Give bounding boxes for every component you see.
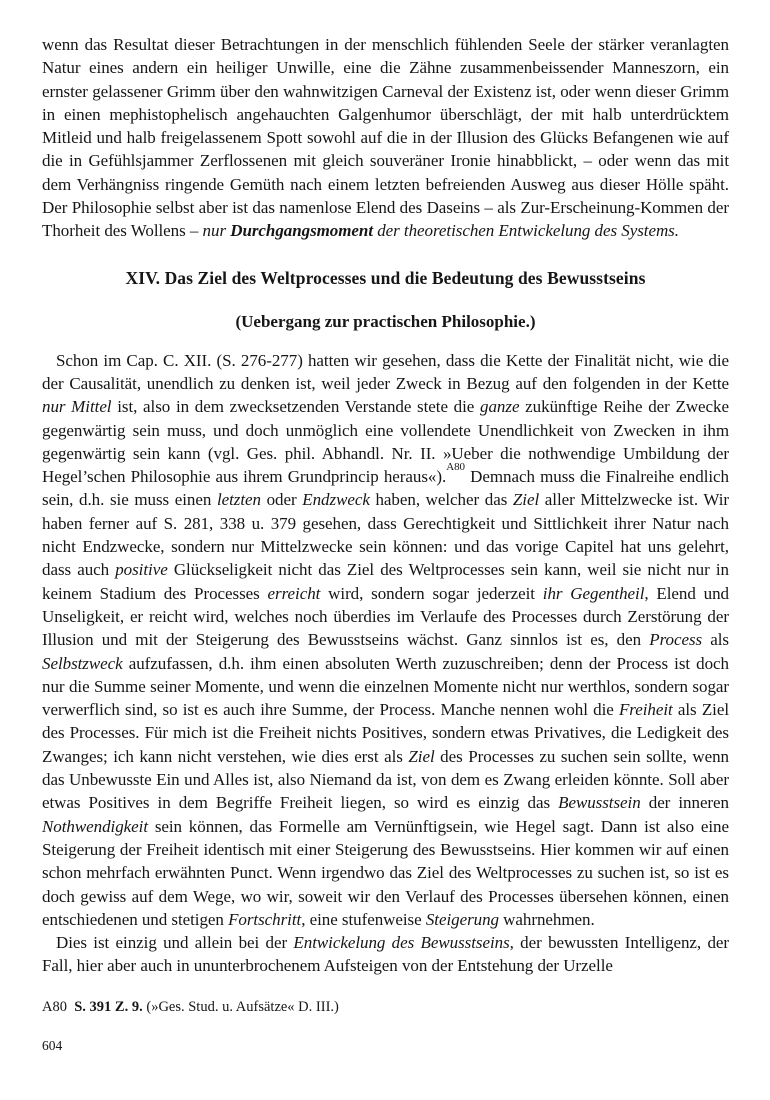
page-number: 604 — [42, 1038, 63, 1053]
body-paragraph-continuation: wenn das Resultat dieser Betrachtungen in der menschlich fühlenden Seele der stärker veranlagten Natur eines andern ein heiliger Unwille, eine die Zähne zusammenbeissender Manneszorn, ein ernster gelassener Grimm über den wahnwitzigen Carneval der Existenz ist, oder wenn dieser Grimm in einen mephistophelisch angehauchten Galgenhumor überschlägt, der mit halb unterdrücktem Mitleid und halb freigelassenem Spott sowohl auf die in der Illusion des Glücks Befangenen wie auf die in Gefühlsjammer Zerflossenen mit gleich souveräner Ironie hinabblickt, – oder wenn das mit dem Verhängniss ringende Gemüth nach einem letzten befreienden Ausweg aus dieser Hölle späht. Der Philosophie selbst aber ist das namenlose Elend des Daseins – als Zur-Erscheinung-Kommen der Thorheit des Wollens – nur Durchgangsmoment der theoretischen Entwickelung des Systems. — [42, 35, 729, 241]
chapter-heading: XIV. Das Ziel des Weltprocesses und die Bedeutung des Bewusstseins — [125, 267, 646, 288]
text-block — [42, 33, 729, 1017]
footnote: A80 S. 391 Z. 9. (»Ges. Stud. u. Aufsätze« D. III.) — [42, 998, 339, 1015]
body-paragraph-last: Dies ist einzig und allein bei der Entwickelung des Bewusstseins, der bewussten Intelligenz, der Fall, hier aber auch in ununterbrochenem Aufsteigen von der Entstehung der Urzelle — [42, 933, 730, 976]
section-subheading: (Uebergang zur practischen Philosophie.) — [235, 311, 536, 331]
footnote-reference: A80 — [446, 460, 465, 473]
body-paragraph-main: Schon im Cap. C. XII. (S. 276-277) hatten wir gesehen, dass die Kette der Finalität nicht, wie die der Causalität, unendlich zu denken ist, weil jeder Zweck in Bezug auf den folgenden in der Kette nur Mittel ist, also in dem zwecksetzenden Verstande stete die ganze zukünftige Reihe der Zwecke gegenwärtig sein muss, und doch unmöglich eine vollendete Unendlichkeit von Zwecken in ihm gegenwärtig sein kann (vgl. Ges. phil. Abhandl. Nr. II. »Ueber die nothwendige Umbildung der Hegel’schen Philosophie aus ihrem Grundprincip heraus«).$^{A80}$ Demnach muss die Finalreihe endlich sein, d.h. sie muss einen letzten oder Endzweck haben, welcher das Ziel aller Mittelzwecke ist. Wir haben ferner auf S. 281, 338 u. 379 gesehen, dass Gerechtigkeit und Sittlichkeit ihrer Natur nach nicht Endzwecke, sondern nur Mittelzwecke sein können: und das vorige Capitel hat uns gelehrt, dass auch positive Glückseligkeit nicht das Ziel des Weltprocesses sein kann, weil sie nicht nur in keinem Stadium des Processes erreicht wird, sondern sogar jederzeit ihr Gegentheil, Elend und Unseligkeit, er reicht wird, welches noch überdies im Verlaufe des Processes durch Zerstörung der Illusion und mit der Steigerung des Bewusstseins wächst. Ganz sinnlos ist es, den Process als Selbstzweck aufzufassen, d.h. ihm einen absoluten Werth zuzuschreiben; denn der Process ist doch nur die Summe seiner Momente, und wenn die einzelnen Momente nicht nur werthlos, sondern sogar verwerflich sind, so ist es auch ihre Summe, der Process. Manche nennen wohl die Freiheit als Ziel des Processes. Für mich ist die Freiheit nichts Positives, sondern etwas Privatives, die Ledigkeit des Zwanges; ich kann nicht verstehen, wie dies erst als Ziel des Processes zu suchen sein sollte, wenn das Unbewusste Ein und Alles ist, also Niemand da ist, von dem es Zwang erleiden könnte. Soll aber etwas Positives in dem Begriffe Freiheit liegen, so wird es einzig das Bewusstsein der inneren Nothwendigkeit sein können, das Formelle am Vernünftigsein, wie Hegel sagt. Dann ist also eine Steigerung der Freiheit identisch mit einer Steigerung des Bewusstseins. Hier kommen wir auf einen schon mehrfach erwähnten Punct. Wenn irgendwo das Ziel des Weltprocesses zu suchen ist, so ist es doch gewiss auf dem Wege, wo wir, soweit wir den Verlauf des Processes übersehen können, einen entschiedenen und stetigen Fortschritt, eine stufenweise Steigerung wahrnehmen. — [42, 350, 730, 929]
